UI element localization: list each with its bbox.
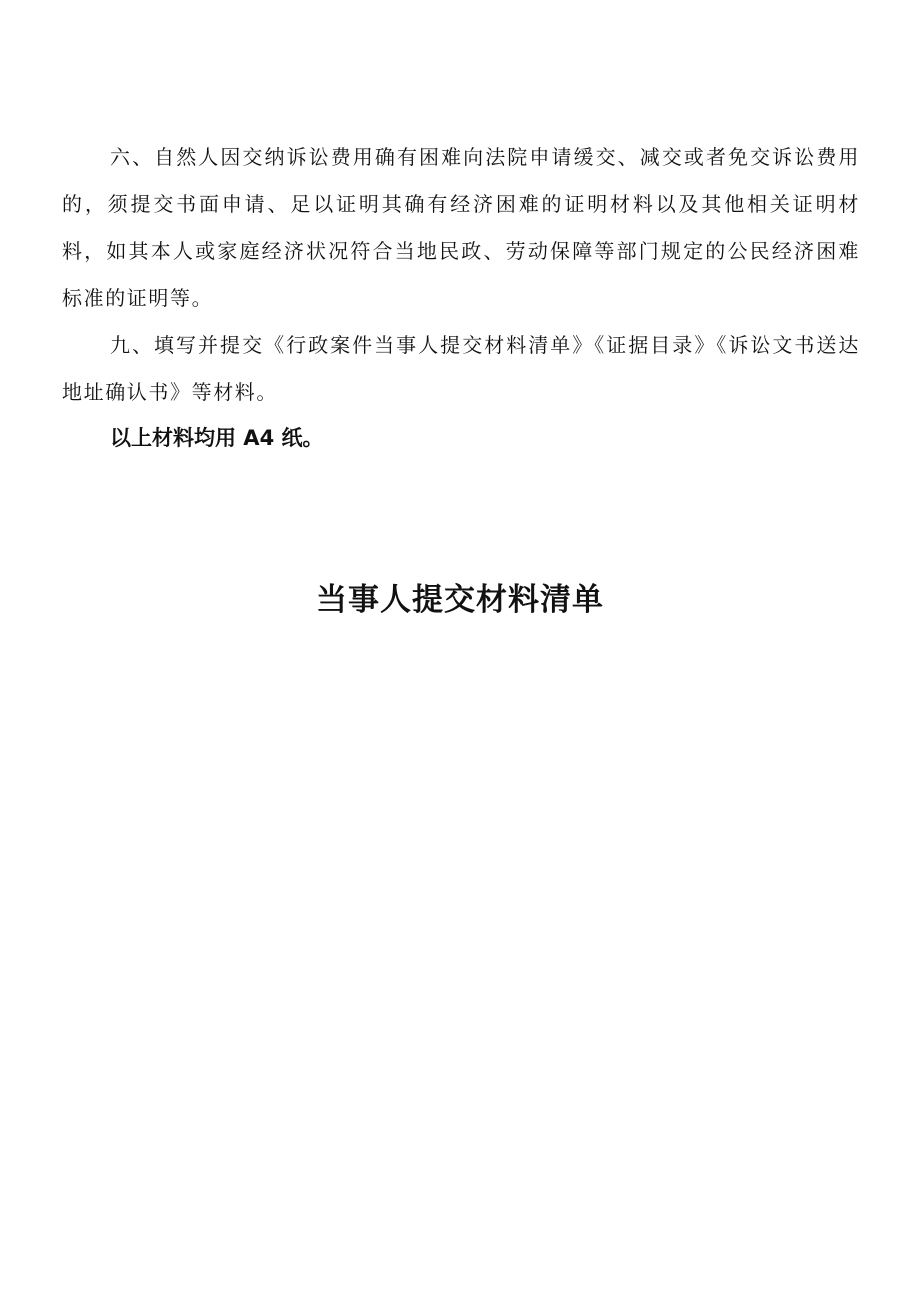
paragraph-item-9: 九、填写并提交《行政案件当事人提交材料清单》《证据目录》《诉讼文书送达地址确认书》等材料。 — [62, 333, 860, 404]
section-title: 当事人提交材料清单 — [316, 582, 604, 618]
paragraph-item-6: 六、自然人因交纳诉讼费用确有困难向法院申请缓交、减交或者免交诉讼费用的，须提交书面申请、足以证明其确有经济困难的证明材料以及其他相关证明材料，如其本人或家庭经济状况符合当地民政、劳动保障等部门规定的公民经济困难标准的证明等。 — [62, 145, 860, 310]
paper-size-note: 以上材料均用 A4 纸。 — [110, 426, 324, 450]
